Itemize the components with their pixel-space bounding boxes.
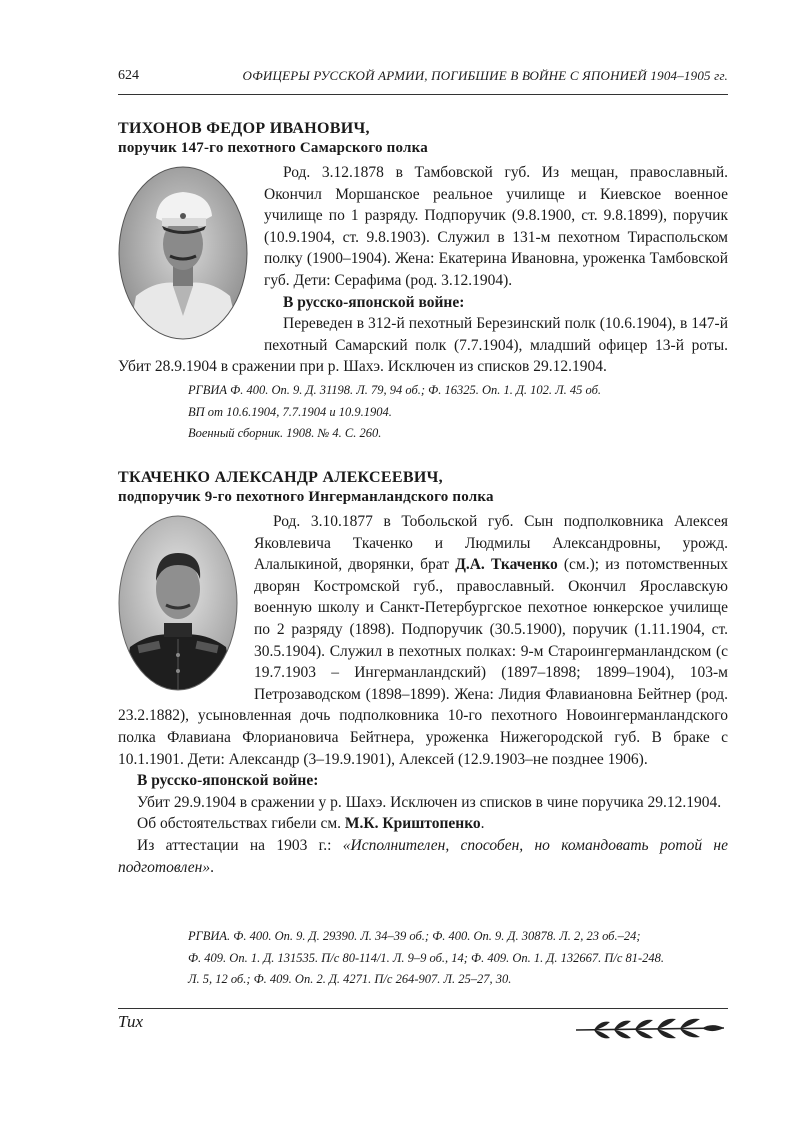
- entry-2-war-heading: В русско-японской войне:: [137, 772, 319, 790]
- entry-2-body: [118, 511, 728, 878]
- entry-2-circumstances: [118, 813, 728, 835]
- entry-2-rank: подпоручик 9-го пехотного Ингерманландского полка: [118, 489, 494, 505]
- page-header: [118, 68, 728, 90]
- source-line: РГВИА Ф. 400. Оп. 9. Д. 31198. Л. 79, 94 об.; Ф. 16325. Оп. 1. Д. 102. Л. 45 об.: [188, 383, 602, 397]
- circumstances-text: Об обстоятельствах гибели см.: [137, 815, 345, 833]
- entry-1-war-text: Переведен в 312-й пехотный Березинский полк (10.6.1904), в 147-й пехотный Самарский полк (7.7.1904), младший офицер 13-й роты. Убит 28.9.1904 в сражении при р. Шахэ. Исключен из списков 29.12.1904.: [118, 315, 728, 376]
- entry-2-name: ТКАЧЕНКО АЛЕКСАНДР АЛЕКСЕЕВИЧ,: [118, 469, 443, 486]
- entry-1-name: ТИХОНОВ ФЕДОР ИВАНОВИЧ,: [118, 120, 370, 137]
- circumstances-text: .: [480, 815, 485, 833]
- entry-1-body: [118, 162, 728, 378]
- entry-2-sources: [188, 926, 664, 991]
- source-line: Ф. 409. Оп. 1. Д. 131535. П/с 80-114/1. Л. 9–9 об., 14; Ф. 409. Оп. 1. Д. 132667. П/с 81-248.: [188, 950, 665, 965]
- entry-1-war-heading: В русско-японской войне:: [283, 293, 465, 311]
- attestation-text: Из аттестации на 1903 г.:: [137, 836, 343, 854]
- source-line: ВП от 10.6.1904, 7.7.1904 и 10.9.1904.: [188, 404, 392, 419]
- entry-1-bio: Род. 3.12.1878 в Тамбовской губ. Из мещан, православный. Окончил Моршанское реальное училище и Киевское военное училище по 1 разряду. Подпоручик (9.8.1900, ст. 9.8.1899), поручик (10.9.1904, ст. 9.8.1903). Служил в 131-м пехотном Тираспольском полку (1900–1904). Жена: Екатерина Ивановна, уроженка Тамбовской губ. Дети: Серафима (род. 3.12.1904).: [264, 164, 728, 289]
- footer-catchword: Тих: [118, 1012, 144, 1031]
- source-line: Л. 5, 12 об.; Ф. 409. Оп. 2. Д. 4271. П/с 264-907. Л. 25–27, 30.: [188, 972, 512, 987]
- entry-2-portrait: [118, 515, 242, 699]
- entry-1-sources: [188, 380, 601, 445]
- bio-text: (см.); из потомственных дворян Костромской губ., православный. Окончил Ярославскую военную школу и Санкт-Петербургское пехотное юнкерское училище по 2 разряду (1898). Подпоручик (30.5.1900), поручик (1.11.1904, ст. 30.5.1904). Служил в пехотных полках: 9-м Староингерманландском (с 19.7.1903 – Ингерманландский) (1897–1898; 1899–1904), 103-м Петрозаводском (1898–1899). Жена: Лидия Флавиановна Бейтнер (род. 23.2.1882), усыновленная дочь подполковника 10-го пехотного Новоингерманландского полка Флавиана Флориановича Бейтнера, уроженка Нижегородской губ. В браке с 10.1.1901. Дети: Александр (3–19.9.1901), Алексей (12.9.1903–не позднее 1906).: [118, 556, 728, 768]
- cross-reference-link[interactable]: Д.А. Ткаченко: [455, 556, 558, 574]
- source-line: Военный сборник. 1908. № 4. С. 260.: [188, 426, 382, 441]
- entry-2-war-text: Убит 29.9.1904 в сражении у р. Шахэ. Исключен из списков в чине поручика 29.12.1904.: [137, 793, 722, 811]
- footer-rule: [118, 1008, 728, 1009]
- laurel-branch-icon: [574, 1014, 726, 1044]
- attestation-quote: «Исполнителен, способен, но командовать ротой не подготовлен»: [118, 836, 729, 876]
- bio-text: Род. 3.10.1877 в Тобольской губ. Сын подполковника Алексея Яковлевича Ткаченко и Людмилы Александровны, урожд. Алалыкиной, дворянки, брат: [254, 513, 728, 574]
- entry-1-rank: поручик 147-го пехотного Самарского полка: [118, 140, 428, 156]
- officer-portrait-icon: [118, 166, 248, 340]
- header-rule: [118, 94, 728, 95]
- officer-portrait-icon: [118, 515, 238, 691]
- entry-2-attestation: [118, 835, 728, 878]
- running-title: ОФИЦЕРЫ РУССКОЙ АРМИИ, ПОГИБШИЕ В ВОЙНЕ С ЯПОНИЕЙ 1904–1905 гг.: [242, 68, 728, 83]
- attestation-text: .: [210, 858, 214, 876]
- page-number: 624: [118, 68, 139, 83]
- source-line: РГВИА. Ф. 400. Оп. 9. Д. 29390. Л. 34–39 об.; Ф. 400. Оп. 9. Д. 30878. Л. 2, 23 об.–24;: [188, 929, 641, 943]
- entry-1-portrait: [118, 166, 252, 344]
- cross-reference-link[interactable]: М.К. Криштопенко: [344, 815, 481, 833]
